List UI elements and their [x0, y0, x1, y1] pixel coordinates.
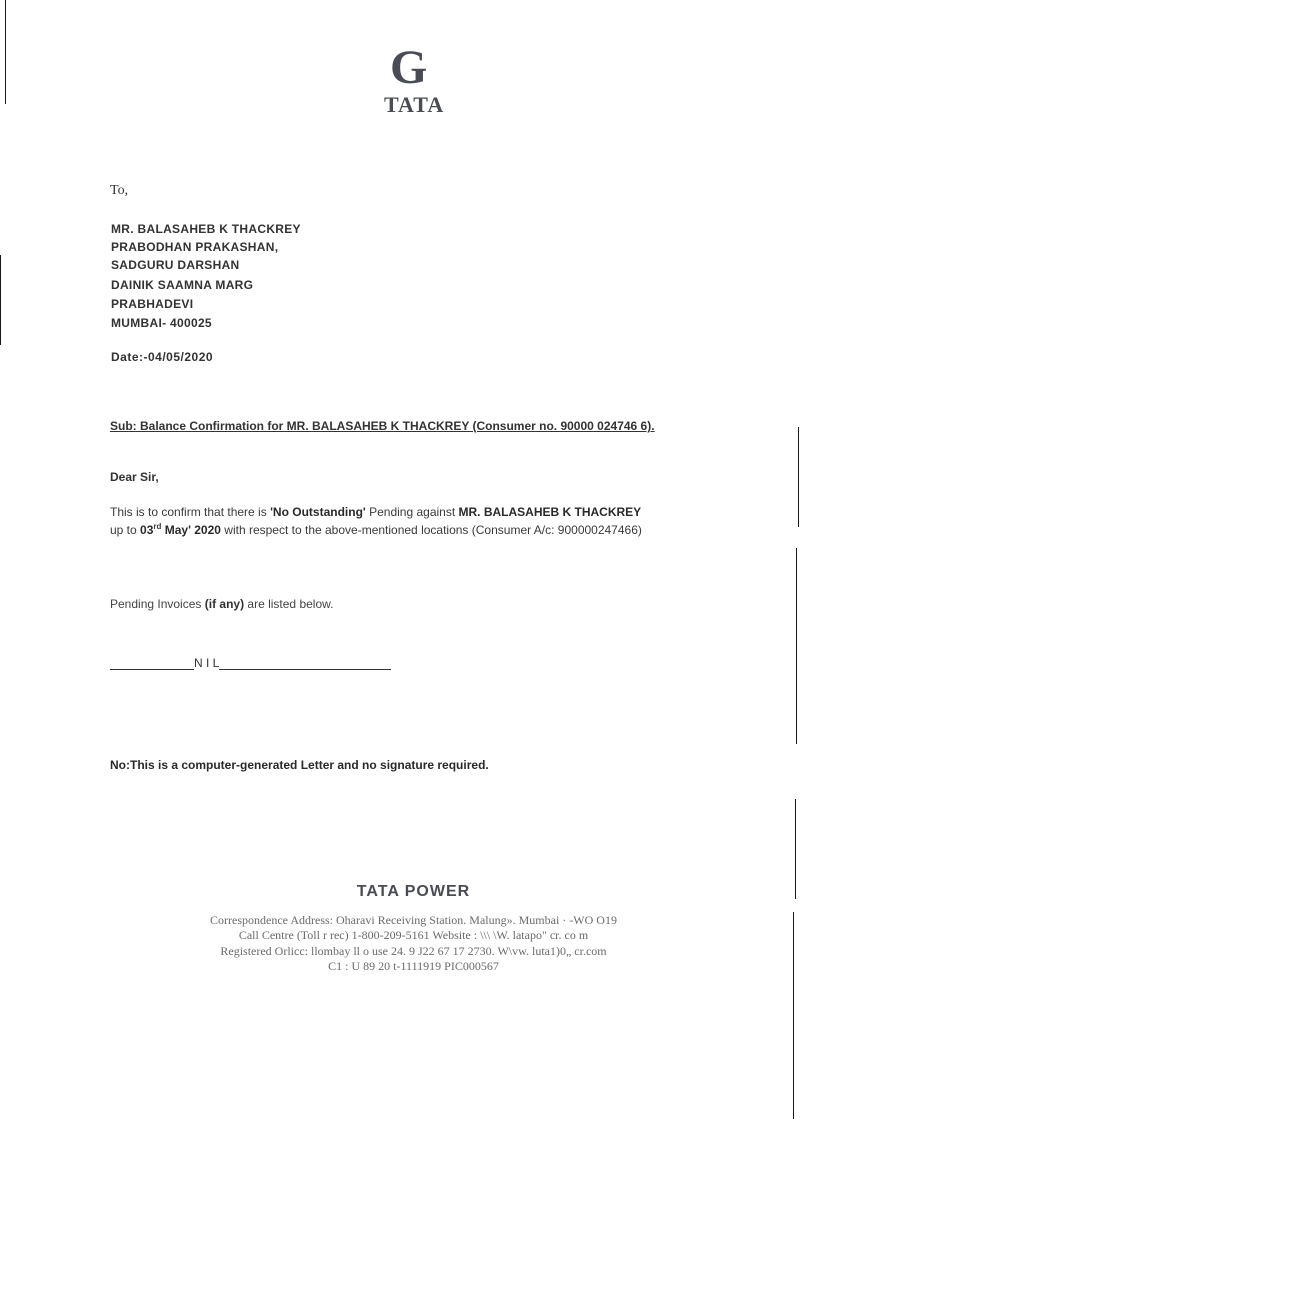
nil-text: N I L	[194, 656, 220, 670]
underline-rule	[219, 657, 391, 670]
address-line: MUMBAI- 400025	[111, 316, 212, 330]
subject-line: Sub: Balance Confirmation for MR. BALASAHEB K THACKREY (Consumer no. 90000 024746 6).	[110, 419, 655, 433]
footer-cin-line: C1 : U 89 20 t-1111919 PIC000567	[328, 959, 499, 973]
pending-text: Pending Invoices	[110, 597, 205, 611]
nil-line	[110, 656, 391, 670]
address-line: PRABODHAN PRAKASHAN,	[111, 240, 279, 254]
footer-contact-line: Call Centre (Toll r rec) 1-800-209-5161 Website : \\\ \W. latapo" cr. co m	[238, 928, 589, 942]
address-line: MR. BALASAHEB K THACKREY	[111, 222, 301, 236]
pending-text: are listed below.	[244, 597, 334, 611]
footer-registered-line: Registered Orlicc: llombay ll o use 24. 9 J22 67 17 2730. W\vw. luta1)0„ cr.com	[220, 944, 607, 958]
date-day: 03	[140, 523, 154, 537]
scan-edge-line	[796, 548, 797, 744]
underline-rule	[110, 657, 194, 670]
address-line: PRABHADEVI	[111, 297, 194, 311]
computer-generated-note: No:This is a computer-generated Letter and no signature required.	[110, 758, 489, 772]
footer-address-line: Correspondence Address: Oharavi Receiving Station. Malung». Mumbai · -WO O19	[210, 913, 617, 927]
scan-edge-line	[5, 0, 6, 104]
date-month-year: May' 2020	[161, 523, 221, 537]
scan-edge-line	[798, 427, 799, 527]
consumer-name: MR. BALASAHEB K THACKREY	[458, 505, 642, 519]
body-paragraph-line-2	[110, 522, 642, 537]
no-outstanding-emphasis: 'No Outstanding'	[270, 505, 366, 519]
company-logo-glyph: G	[390, 41, 428, 94]
body-text: with respect to the above-mentioned locations (Consumer A/c: 900000247466)	[220, 523, 642, 537]
body-text: up to	[110, 523, 141, 537]
letter-date: Date:-04/05/2020	[111, 350, 214, 364]
address-line: DAINIK SAAMNA MARG	[111, 278, 254, 292]
to-label: To,	[110, 183, 129, 198]
salutation: Dear Sir,	[110, 470, 159, 484]
body-text: This is to confirm that there is	[110, 505, 271, 519]
body-text: Pending against	[365, 505, 459, 519]
date-suffix: rd	[153, 522, 162, 531]
pending-if-any: (if any)	[204, 597, 245, 611]
scan-edge-line	[0, 255, 1, 345]
company-logo-wordmark: TATA	[384, 92, 445, 117]
pending-invoices-line	[110, 597, 333, 611]
body-paragraph-line-1	[110, 505, 641, 519]
footer-company-name: TATA POWER	[356, 883, 471, 900]
address-line: SADGURU DARSHAN	[111, 258, 240, 272]
